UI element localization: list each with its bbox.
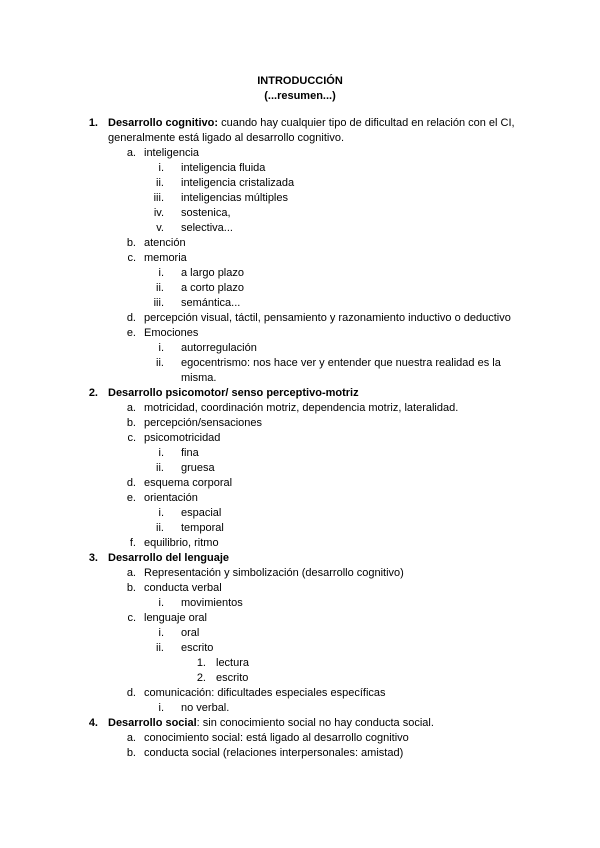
sub-list-item: [0, 461, 600, 476]
list-item-text: semántica...: [181, 297, 241, 309]
list-item-text: fina: [181, 447, 199, 459]
list-marker: i.: [158, 267, 164, 279]
list-marker: d.: [126, 687, 136, 699]
section-item: [0, 551, 600, 566]
list-marker: ii.: [156, 522, 164, 534]
list-marker: iii.: [153, 192, 164, 204]
continuation-text: generalmente está ligado al desarrollo cognitivo.: [108, 132, 345, 144]
document-subtitle: (...resumen...): [264, 90, 336, 102]
section-heading: Desarrollo social: [108, 717, 197, 729]
list-item-text: percepción/sensaciones: [144, 417, 263, 429]
list-marker: 2.: [88, 387, 98, 399]
sub-list-item: [0, 176, 600, 191]
sub-list-item: [0, 221, 600, 236]
list-marker: c.: [127, 252, 136, 264]
list-item-text: egocentrismo: nos hace ver y entender que nuestra realidad es la: [181, 357, 501, 369]
list-item-text: a corto plazo: [181, 282, 244, 294]
list-item-text: selectiva...: [181, 222, 233, 234]
list-marker: ii.: [156, 282, 164, 294]
list-item-text: comunicación: dificultades especiales específicas: [144, 687, 386, 699]
list-marker: 3.: [88, 552, 98, 564]
section-heading-line: [108, 551, 229, 566]
list-item: [0, 731, 600, 746]
sub-list-item-continuation: [0, 371, 600, 386]
list-marker: ii.: [156, 462, 164, 474]
sub-sub-list-item: [0, 656, 600, 671]
list-marker: c.: [127, 432, 136, 444]
list-item-text: Emociones: [144, 327, 199, 339]
sub-list-item: [0, 356, 600, 371]
section-intro-text: cuando hay cualquier tipo de dificultad en relación con el CI,: [218, 117, 515, 129]
list-item-text: escrito: [181, 642, 214, 654]
list-marker: i.: [158, 627, 164, 639]
sub-list-item: [0, 161, 600, 176]
list-item: [0, 611, 600, 626]
list-item: [0, 146, 600, 161]
list-marker: i.: [158, 702, 164, 714]
list-marker: d.: [126, 477, 136, 489]
document-title: INTRODUCCIÓN: [257, 75, 343, 87]
list-item-text: escrito: [216, 672, 249, 684]
list-item-text: inteligencia fluida: [181, 162, 266, 174]
list-marker: a.: [126, 402, 136, 414]
list-marker: b.: [126, 237, 136, 249]
section-heading: Desarrollo del lenguaje: [108, 552, 230, 564]
continuation-text: misma.: [181, 372, 217, 384]
list-item: [0, 236, 600, 251]
section-item: [0, 386, 600, 401]
list-item-text: conducta verbal: [144, 582, 222, 594]
sub-list-item: [0, 206, 600, 221]
list-item-text: conducta social (relaciones interpersonales: amistad): [144, 747, 404, 759]
list-item-text: autorregulación: [181, 342, 257, 354]
list-item-text: gruesa: [181, 462, 215, 474]
list-marker: e.: [126, 492, 136, 504]
section-heading: Desarrollo psicomotor/ senso perceptivo-motriz: [108, 387, 359, 399]
list-marker: 4.: [88, 717, 98, 729]
list-marker: b.: [126, 417, 136, 429]
section-item: [0, 116, 600, 131]
section-item-continuation: [0, 131, 600, 146]
list-marker: i.: [158, 507, 164, 519]
list-item-text: oral: [181, 627, 200, 639]
sub-list-item: [0, 266, 600, 281]
list-item: [0, 686, 600, 701]
list-item-text: memoria: [144, 252, 187, 264]
sub-list-item: [0, 641, 600, 656]
list-item-text: inteligencia cristalizada: [181, 177, 295, 189]
list-item: [0, 491, 600, 506]
section-heading-line: [108, 116, 515, 131]
list-marker: b.: [126, 582, 136, 594]
list-marker: 1.: [88, 117, 98, 129]
sub-list-item: [0, 701, 600, 716]
list-item-text: movimientos: [181, 597, 243, 609]
list-item: [0, 431, 600, 446]
sub-list-item: [0, 626, 600, 641]
list-item-text: temporal: [181, 522, 224, 534]
list-item-text: Representación y simbolización (desarrollo cognitivo): [144, 567, 404, 579]
list-marker: 2.: [196, 672, 206, 684]
list-marker: a.: [126, 732, 136, 744]
list-item-text: conocimiento social: está ligado al desarrollo cognitivo: [144, 732, 409, 744]
list-item-text: equilibrio, ritmo: [144, 537, 219, 549]
list-item-text: percepción visual, táctil, pensamiento y razonamiento inductivo o deductivo: [144, 312, 511, 324]
section-heading: Desarrollo cognitivo:: [108, 117, 219, 129]
outline-list: [0, 116, 600, 761]
list-item-text: lenguaje oral: [144, 612, 207, 624]
list-marker: i.: [158, 162, 164, 174]
list-item: [0, 566, 600, 581]
list-marker: i.: [158, 597, 164, 609]
list-marker: c.: [127, 612, 136, 624]
sub-sub-list-item: [0, 671, 600, 686]
list-marker: i.: [158, 342, 164, 354]
list-marker: ii.: [156, 357, 164, 369]
list-item: [0, 401, 600, 416]
list-marker: f.: [129, 537, 136, 549]
list-marker: iv.: [153, 207, 164, 219]
list-item: [0, 536, 600, 551]
list-marker: i.: [158, 447, 164, 459]
list-item-text: psicomotricidad: [144, 432, 221, 444]
list-item-text: inteligencia: [144, 147, 200, 159]
list-item-text: lectura: [216, 657, 250, 669]
list-marker: a.: [126, 147, 136, 159]
list-item: [0, 251, 600, 266]
list-item-text: esquema corporal: [144, 477, 233, 489]
sub-list-item: [0, 521, 600, 536]
list-marker: d.: [126, 312, 136, 324]
sub-list-item: [0, 596, 600, 611]
list-item: [0, 311, 600, 326]
list-item: [0, 416, 600, 431]
list-marker: iii.: [153, 297, 164, 309]
list-item-text: no verbal.: [181, 702, 230, 714]
sub-list-item: [0, 296, 600, 311]
list-item: [0, 581, 600, 596]
sub-list-item: [0, 446, 600, 461]
sub-list-item: [0, 281, 600, 296]
section-intro-text: : sin conocimiento social no hay conducta social.: [196, 717, 434, 729]
section-heading-line: [108, 716, 434, 731]
list-marker: e.: [126, 327, 136, 339]
list-item-text: motricidad, coordinación motriz, dependencia motriz, lateralidad.: [144, 402, 459, 414]
list-item: [0, 326, 600, 341]
list-item: [0, 746, 600, 761]
list-item-text: espacial: [181, 507, 222, 519]
list-item-text: sostenica,: [181, 207, 231, 219]
sub-list-item: [0, 341, 600, 356]
list-marker: v.: [156, 222, 164, 234]
list-item-text: a largo plazo: [181, 267, 244, 279]
list-marker: b.: [126, 747, 136, 759]
section-heading-line: [108, 386, 359, 401]
list-marker: 1.: [196, 657, 206, 669]
sub-list-item: [0, 191, 600, 206]
list-item-text: orientación: [144, 492, 198, 504]
list-item-text: atención: [144, 237, 186, 249]
list-marker: a.: [126, 567, 136, 579]
list-marker: ii.: [156, 642, 164, 654]
section-item: [0, 716, 600, 731]
list-item: [0, 476, 600, 491]
list-marker: ii.: [156, 177, 164, 189]
list-item-text: inteligencias múltiples: [181, 192, 288, 204]
sub-list-item: [0, 506, 600, 521]
